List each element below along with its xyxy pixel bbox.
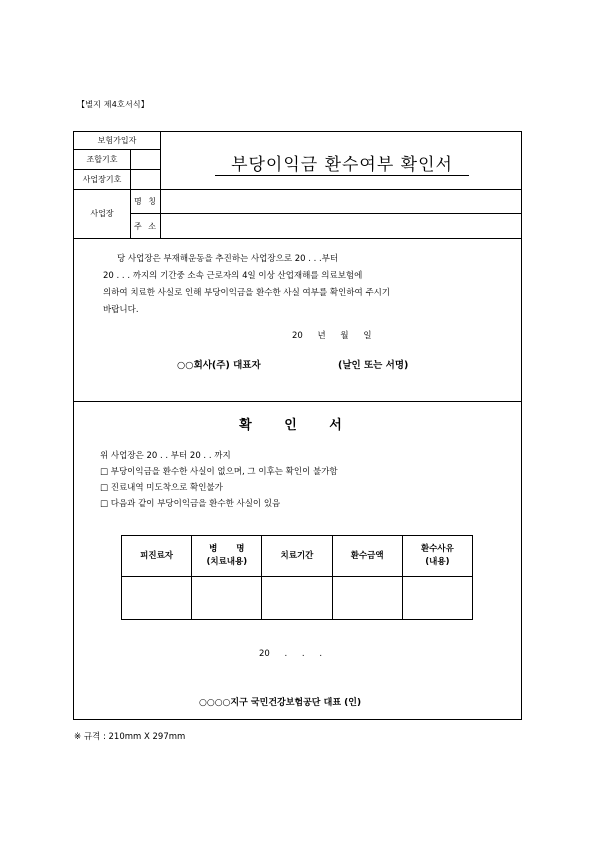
request-text <box>103 251 493 319</box>
request-line: 20 . . . 까지의 기간중 소속 근로자의 4일 이상 산업재해를 의료보험에 <box>103 271 363 281</box>
request-line: 의하여 치료한 사실로 인해 부당이익금을 환수한 사실 여부를 확인하여 주시기 <box>103 288 391 298</box>
table-header-row <box>122 536 473 577</box>
table-cell[interactable] <box>402 577 472 620</box>
confirmation-title: 확 인 서 <box>239 418 356 433</box>
option-checkbox-not-arrived[interactable]: □ 진료내역 미도착으로 확인불가 <box>100 483 223 493</box>
table-row <box>122 577 473 620</box>
divider <box>74 169 160 170</box>
union-code-label: 조합기호 <box>86 155 118 164</box>
divider <box>74 149 160 150</box>
divider <box>160 189 161 238</box>
form-number-label: 【별지 제4호서식】 <box>77 100 149 109</box>
column-header: 병 명 (치료내용) <box>192 536 262 577</box>
divider <box>74 238 521 239</box>
table-cell[interactable] <box>332 577 402 620</box>
request-date: 20 년 월 일 <box>292 331 372 341</box>
column-header: 피진료자 <box>122 536 192 577</box>
option-checkbox-no-recovery[interactable]: □ 부당이익금을 환수한 사실이 없으며, 그 이후는 확인이 불가함 <box>100 467 338 477</box>
company-representative: ○○회사(주) 대표자 <box>177 360 261 371</box>
divider <box>74 401 521 402</box>
request-line: 바랍니다. <box>103 305 139 315</box>
divider <box>74 189 521 190</box>
seal-signature-note: (날인 또는 서명) <box>338 360 409 371</box>
title-underline <box>215 175 469 176</box>
name-label: 명 칭 <box>134 197 156 206</box>
confirmation-date: 20 . . . <box>259 649 323 659</box>
column-header: 환수금액 <box>332 536 402 577</box>
table-cell[interactable] <box>262 577 332 620</box>
table-cell[interactable] <box>122 577 192 620</box>
address-label: 주 소 <box>134 222 156 231</box>
divider <box>160 131 161 189</box>
page-title: 부당이익금 환수여부 확인서 <box>231 155 453 175</box>
divider <box>130 149 131 189</box>
confirmation-period: 위 사업장은 20 . . 부터 20 . . 까지 <box>100 451 231 461</box>
request-line: 당 사업장은 부재해운동을 추진하는 사업장으로 20 . . .부터 <box>117 254 339 264</box>
column-header: 환수사유 (내용) <box>402 536 472 577</box>
business-label: 사업장 <box>90 209 114 218</box>
footnote: ※ 규격 : 210mm X 297mm <box>74 732 186 742</box>
table-cell[interactable] <box>192 577 262 620</box>
signer: ○○○○지구 국민건강보험공단 대표 (인) <box>199 698 362 708</box>
business-code-label: 사업장기호 <box>82 175 122 184</box>
column-header: 치료기간 <box>262 536 332 577</box>
option-checkbox-recovered[interactable]: □ 다음과 같이 부당이익금을 환수한 사실이 있음 <box>100 499 281 509</box>
insured-label: 보험가입자 <box>97 136 137 145</box>
divider <box>130 213 521 214</box>
recovery-table <box>121 535 473 620</box>
